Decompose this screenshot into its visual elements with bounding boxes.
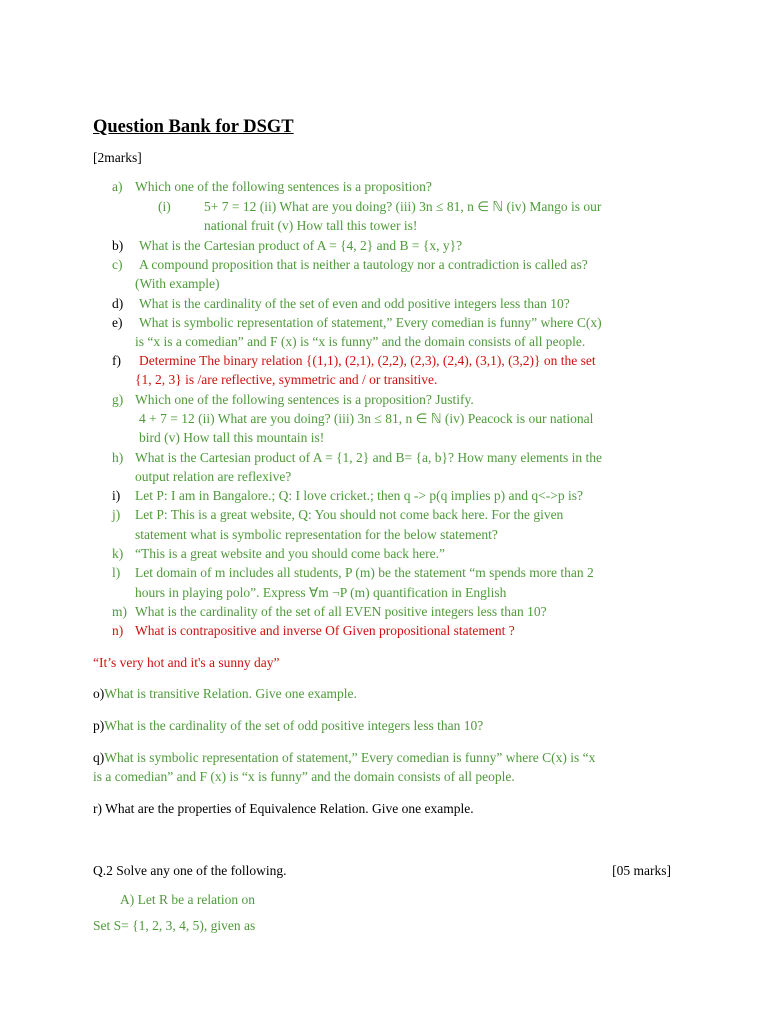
item-label-i2: i)	[112, 488, 121, 503]
item-q-line-1: What is symbolic representation of statement,” Every comedian is funny” where C(x) is “x	[104, 750, 596, 765]
quoted-statement: “It’s very hot and it's a sunny day”	[93, 655, 280, 670]
item-g-line-2: 4 + 7 = 12 (ii) What are you doing? (iii) 3n ≤ 81, n ∈ ℕ (iv) Peacock is our national	[139, 411, 594, 426]
item-i-line-1: 5+ 7 = 12 (ii) What are you doing? (iii) 3n ≤ 81, n ∈ ℕ (iv) Mango is our	[204, 199, 602, 214]
page-title: Question Bank for DSGT	[93, 117, 294, 137]
item-l-line-2: hours in playing polo”. Express ∀m ¬P (m) quantification in English	[135, 585, 507, 600]
item-c-line-1: A compound proposition that is neither a tautology nor a contradiction is called as?	[139, 257, 588, 272]
item-e-line-1: What is symbolic representation of statement,” Every comedian is funny” where C(x)	[139, 315, 602, 330]
item-label-e: e)	[112, 315, 123, 330]
q2-marks: [05 marks]	[612, 863, 671, 878]
item-l-line-1: Let domain of m includes all students, P (m) be the statement “m spends more than 2	[135, 565, 594, 580]
item-label-l: l)	[112, 565, 121, 580]
item-o-text: What is transitive Relation. Give one example.	[104, 686, 357, 701]
item-h-line-2: output relation are reflexive?	[135, 469, 292, 484]
item-label-j: j)	[112, 507, 121, 522]
item-m-line-1: What is the cardinality of the set of all EVEN positive integers less than 10?	[135, 604, 547, 619]
item-q-line-2: is a comedian” and F (x) is “x is funny” and the domain consists of all people.	[93, 769, 515, 784]
item-c-line-2: (With example)	[135, 276, 220, 291]
q2-heading: Q.2 Solve any one of the following.	[93, 863, 287, 878]
item-d-line-1: What is the cardinality of the set of even and odd positive integers less than 10?	[139, 296, 570, 311]
item-label-g: g)	[112, 392, 124, 407]
marks-label: [2marks]	[93, 150, 142, 165]
item-label-a: a)	[112, 179, 123, 194]
item-label-d: d)	[112, 296, 124, 311]
item-label-n: n)	[112, 623, 124, 638]
item-j-line-2: statement what is symbolic representation for the below statement?	[135, 527, 498, 542]
item-label-m: m)	[112, 604, 127, 619]
item-g-line-1: Which one of the following sentences is a proposition? Justify.	[135, 392, 474, 407]
item-label-k: k)	[112, 546, 124, 561]
item-g-line-3: bird (v) How tall this mountain is!	[139, 430, 325, 445]
item-e-line-2: is “x is a comedian” and F (x) is “x is funny” and the domain consists of all people.	[135, 334, 586, 349]
item-k-line-1: “This is a great website and you should come back here.”	[135, 546, 446, 561]
item-n-line-1: What is contrapositive and inverse Of Given propositional statement ?	[135, 623, 515, 638]
item-p-text: What is the cardinality of the set of odd positive integers less than 10?	[104, 718, 484, 733]
q2-set-definition: Set S= {1, 2, 3, 4, 5), given as	[93, 918, 256, 933]
item-r-text: r) What are the properties of Equivalence Relation. Give one example.	[93, 801, 474, 816]
item-b-line-1: What is the Cartesian product of A = {4, 2} and B = {x, y}?	[139, 238, 463, 253]
item-label-f: f)	[112, 353, 121, 368]
item-label-b: b)	[112, 238, 124, 253]
item-label-q: q)	[93, 750, 105, 765]
item-label-p: p)	[93, 718, 105, 733]
item-i2-line-1: Let P: I am in Bangalore.; Q: I love cricket.; then q -> p(q implies p) and q<->p is?	[135, 488, 583, 503]
item-a-line-1: Which one of the following sentences is a proposition?	[135, 179, 432, 194]
item-h-line-1: What is the Cartesian product of A = {1, 2} and B= {a, b}? How many elements in the	[135, 450, 603, 465]
item-f-line-2: {1, 2, 3} is /are reflective, symmetric and / or transitive.	[135, 372, 438, 387]
q2-part-a: A) Let R be a relation on	[120, 892, 255, 907]
item-i-line-2: national fruit (v) How tall this tower is!	[204, 218, 418, 233]
item-label-i: (i)	[158, 199, 171, 214]
item-label-h: h)	[112, 450, 124, 465]
item-j-line-1: Let P: This is a great website, Q: You should not come back here. For the given	[135, 507, 564, 522]
item-f-line-1: Determine The binary relation {(1,1), (2,1), (2,2), (2,3), (2,4), (3,1), (3,2)} on the set	[139, 353, 596, 368]
item-label-o: o)	[93, 686, 105, 701]
item-label-c: c)	[112, 257, 123, 272]
